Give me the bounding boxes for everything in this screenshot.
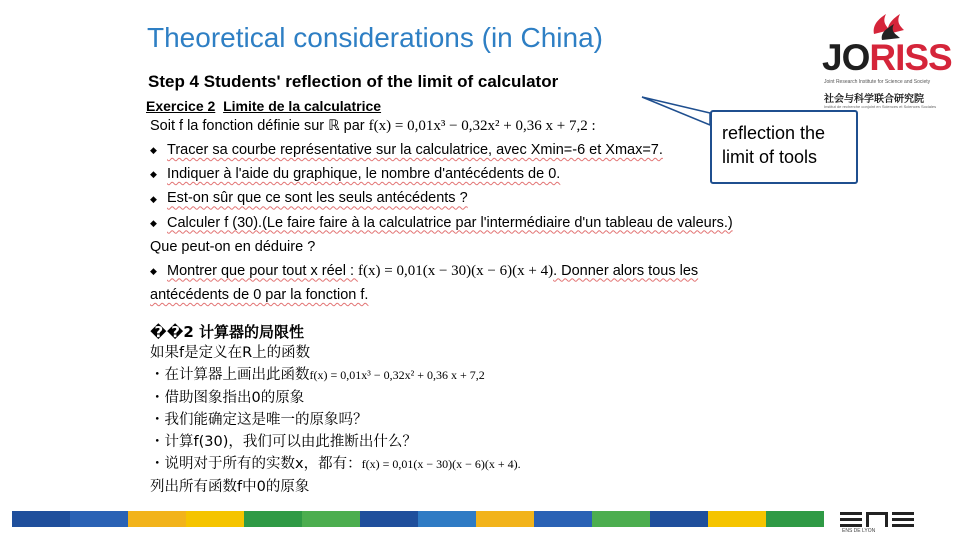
chinese-line-3: ・借助图象指出0的原象 <box>150 389 305 406</box>
stripe-segment <box>650 511 708 527</box>
bullet-icon: ◆ <box>150 169 157 180</box>
stripe-segment <box>592 511 650 527</box>
bullet-icon: ◆ <box>150 217 157 228</box>
exercise-line-1: Soit f la fonction définie sur ℝ par f(x) = 0,01x³ − 0,32x² + 0,36 x + 7,2 : <box>150 118 596 134</box>
chinese-line-5: ・计算f(30)，我们可以由此推断出什么？ <box>150 434 417 451</box>
footer-color-stripe <box>12 511 824 527</box>
chinese-translation <box>150 322 521 498</box>
ens-caption: ENS DE LYON <box>842 528 876 534</box>
chinese-line-2: ・在计算器上画出此函数f(x) = 0,01x³ − 0,32x² + 0,36 x + 7,2 <box>150 367 485 384</box>
callout-text: reflection the limit of tools <box>722 123 826 167</box>
stripe-segment <box>476 511 534 527</box>
exercise-line-3: ◆ Indiquer à l'aide du graphique, le nombre d'antécédents de 0. <box>150 162 705 186</box>
exercise-line-7: ◆ Montrer que pour tout x réel : f(x) = 0,01(x − 30)(x − 6)(x + 4). Donner alors tous les <box>150 259 705 283</box>
stripe-segment <box>302 511 360 527</box>
bullet-icon: ◆ <box>150 193 157 204</box>
exercise-title: Exercice 2 Limite de la calculatrice <box>146 98 382 114</box>
logo-tagline: Joint Research Institute for Science and Society <box>824 79 931 85</box>
stripe-segment <box>418 511 476 527</box>
exercise-line-4: ◆ Est-on sûr que ce sont les seuls antécédents ? <box>150 186 705 210</box>
stripe-segment <box>708 511 766 527</box>
logo-french-name: Institut de recherche conjoint en Sciences et Sciences Sociales <box>824 104 937 109</box>
stripe-segment <box>128 511 186 527</box>
exercise-line-2: ◆ Tracer sa courbe représentative sur la calculatrice, avec Xmin=-6 et Xmax=7. <box>150 138 705 162</box>
chinese-line-6: ・说明对于所有的实数x，都有：f(x) = 0,01(x − 30)(x − 6)(x + 4). <box>150 456 521 473</box>
chinese-line-1: 如果f是定义在R上的函数 <box>150 345 311 361</box>
chinese-line-4: ・我们能确定这是唯一的原象吗？ <box>150 411 368 428</box>
stripe-segment <box>766 511 824 527</box>
stripe-segment <box>534 511 592 527</box>
logo-wordmark: JORISS <box>822 37 952 78</box>
exercise-line-6: Que peut-on en déduire ? <box>150 238 316 255</box>
stripe-segment <box>186 511 244 527</box>
callout-box <box>710 110 858 184</box>
stripe-segment <box>360 511 418 527</box>
exercise-block <box>145 98 733 307</box>
chinese-title: ��2 计算器的局限性 <box>150 323 305 341</box>
chinese-line-7: 列出所有函数f中0的原象 <box>150 478 310 495</box>
page-subtitle: Step 4 Students' reflection of the limit of calculator <box>148 72 559 91</box>
bullet-icon: ◆ <box>150 265 157 276</box>
joriss-logo <box>822 12 952 109</box>
page-title: Theoretical considerations (in China) <box>147 22 603 53</box>
logo-chinese-name: 社会与科学联合研究院 <box>824 94 924 105</box>
stripe-segment <box>70 511 128 527</box>
exercise-line-5: ◆ Calculer f (30).(Le faire faire à la calculatrice par l'intermédiaire d'un tableau de valeurs.) <box>150 211 705 235</box>
stripe-segment <box>244 511 302 527</box>
exercise-line-8: antécédents de 0 par la fonction f. <box>150 286 369 303</box>
stripe-segment <box>12 511 70 527</box>
bullet-icon: ◆ <box>150 145 157 156</box>
